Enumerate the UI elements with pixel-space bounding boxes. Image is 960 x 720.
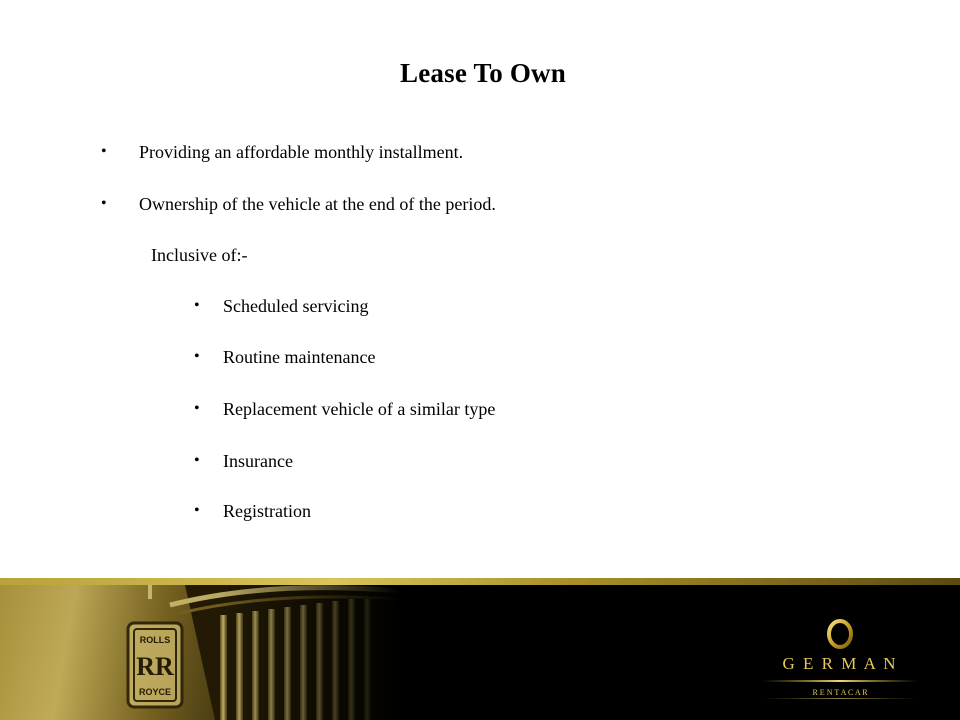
logo-sub-text: R E N T A C A R bbox=[812, 688, 868, 697]
company-logo bbox=[760, 616, 920, 716]
bullet-text: Registration bbox=[223, 501, 311, 521]
bullet-text: Providing an affordable monthly installment. bbox=[139, 142, 464, 162]
list-item bbox=[194, 451, 293, 471]
bullet-icon: • bbox=[101, 195, 107, 212]
logo-main-text: G E R M A N bbox=[782, 654, 898, 673]
bullet-text: Replacement vehicle of a similar type bbox=[223, 399, 496, 419]
footer-band bbox=[0, 578, 960, 720]
slide-title: Lease To Own bbox=[400, 58, 566, 88]
car-grille-icon bbox=[0, 585, 400, 720]
logo-ring-icon bbox=[760, 616, 920, 716]
inclusive-label: Inclusive of:- bbox=[151, 245, 248, 265]
bullet-icon: • bbox=[101, 143, 107, 160]
car-grille-image bbox=[0, 585, 400, 720]
list-item bbox=[194, 296, 369, 316]
bullet-icon: • bbox=[194, 348, 200, 365]
list-item bbox=[194, 399, 496, 419]
bullet-icon: • bbox=[194, 297, 200, 314]
bullet-text: Routine maintenance bbox=[223, 347, 376, 367]
list-item bbox=[194, 501, 311, 521]
gold-divider bbox=[0, 578, 960, 585]
bullet-icon: • bbox=[194, 400, 200, 417]
bullet-text: Ownership of the vehicle at the end of the period. bbox=[139, 194, 496, 214]
list-item bbox=[194, 347, 376, 367]
bullet-text: Scheduled servicing bbox=[223, 296, 369, 316]
list-item bbox=[101, 142, 464, 162]
bullet-icon: • bbox=[194, 452, 200, 469]
bullet-icon: • bbox=[194, 502, 200, 519]
list-item bbox=[101, 194, 496, 214]
bullet-text: Insurance bbox=[223, 451, 293, 471]
